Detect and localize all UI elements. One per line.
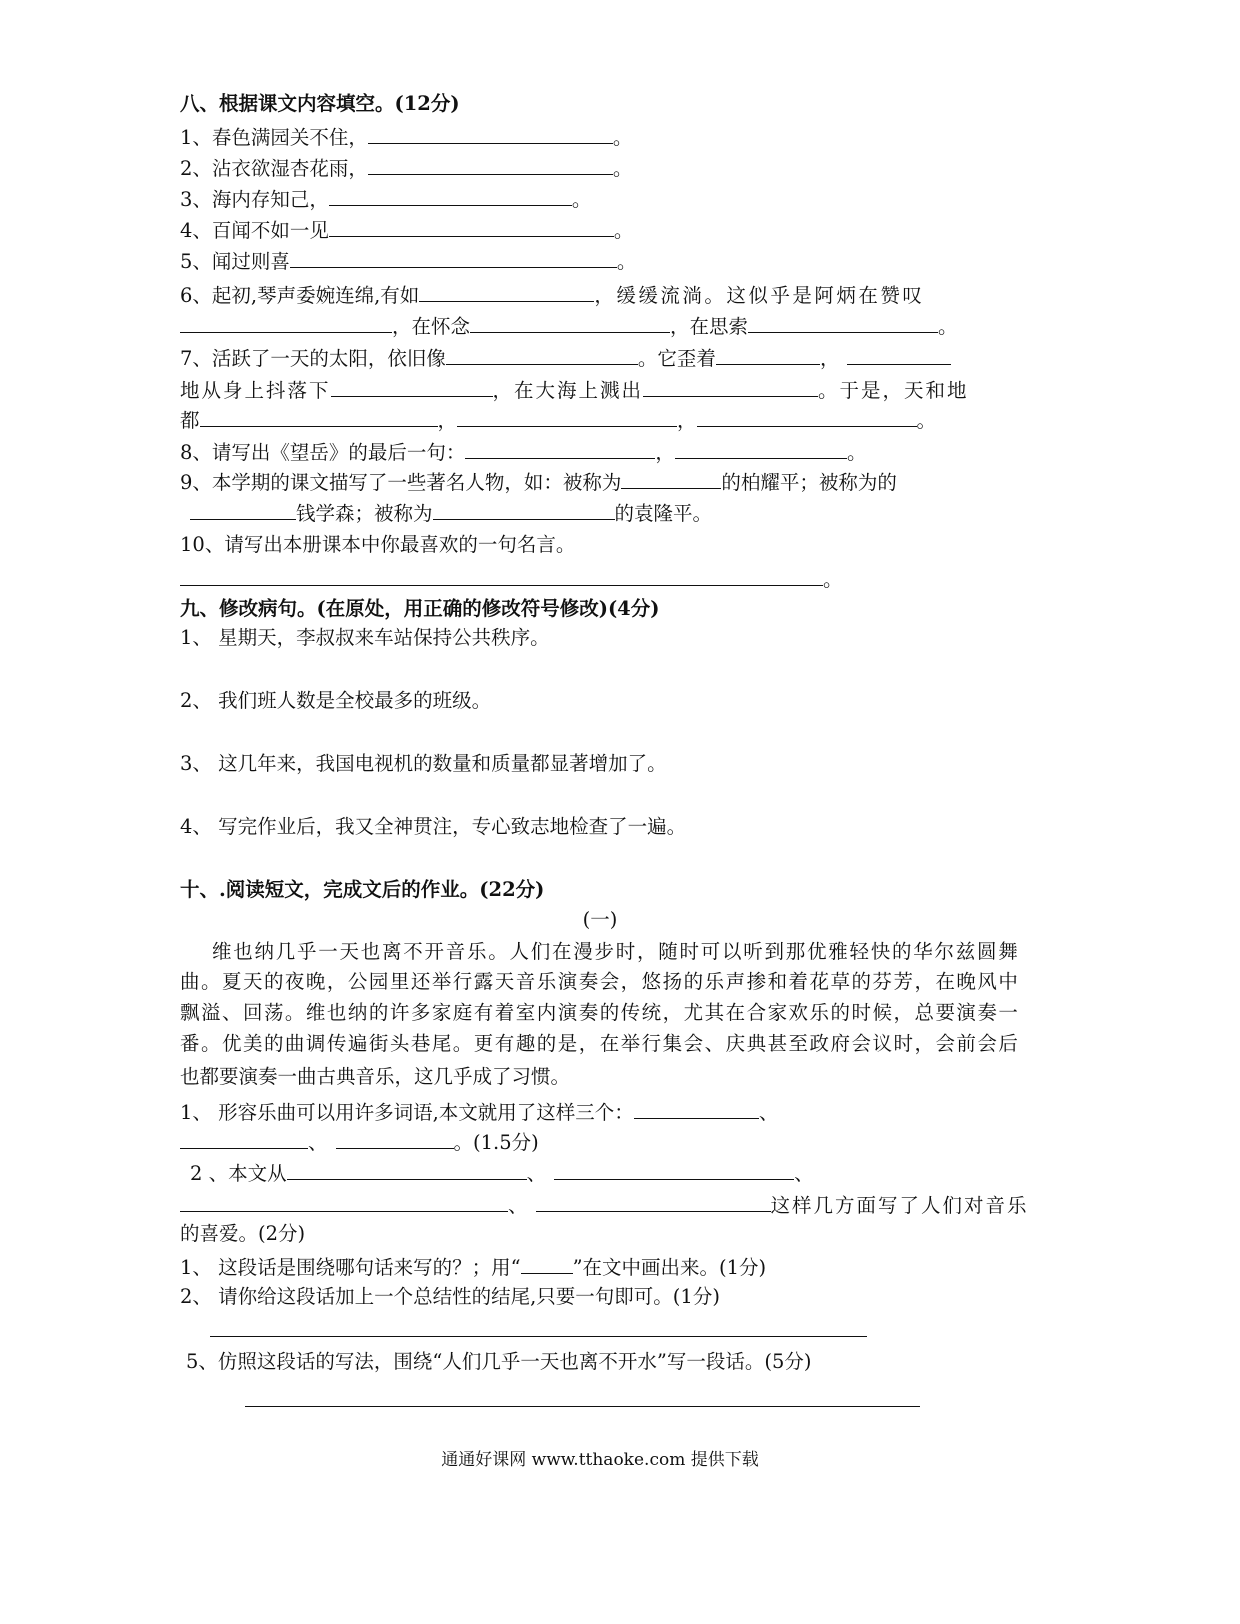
answer-blank[interactable]: [200, 405, 438, 427]
comma-mark: ，: [437, 409, 458, 432]
q8-7-line2: [180, 375, 969, 405]
answer-blank[interactable]: [290, 246, 617, 268]
q10-1-line1: [180, 1097, 778, 1127]
dun-mark: 、: [758, 1101, 779, 1124]
comma-mark: ，: [819, 347, 840, 370]
answer-blank[interactable]: [368, 153, 613, 175]
answer-blank[interactable]: [180, 1127, 308, 1149]
answer-blank[interactable]: [336, 1127, 454, 1149]
answer-blank[interactable]: [536, 1190, 771, 1212]
answer-line[interactable]: [245, 1406, 920, 1407]
q10-3: [180, 1252, 766, 1282]
answer-blank[interactable]: [621, 467, 721, 489]
answer-line[interactable]: [210, 1336, 867, 1337]
q9-1: 1、 星期天，李叔叔来车站保持公共秩序。: [180, 626, 550, 649]
q8-4-text: 4、百闻不如一见: [180, 219, 329, 242]
dun-mark: 、: [508, 1194, 528, 1217]
period-mark: 。: [938, 315, 958, 338]
q10-1-line2: [180, 1127, 539, 1157]
q10-1-text-a: 1、 形容乐曲可以用许多词语,本文就用了这样三个：: [180, 1101, 634, 1124]
q9-4: 4、 写完作业后，我又全神贯注，专心致志地检查了一遍。: [180, 815, 687, 838]
q8-7-text-b: 。它歪着: [637, 347, 716, 370]
answer-blank[interactable]: [433, 498, 615, 520]
q8-7-text-a: 7、活跃了一天的太阳，依旧像: [180, 347, 446, 370]
q8-3: [180, 184, 591, 214]
footer-text: 通通好课网 www.tthaoke.com 提供下载: [441, 1450, 759, 1470]
answer-blank[interactable]: [748, 311, 938, 333]
answer-blank[interactable]: [643, 375, 818, 397]
answer-blank[interactable]: [716, 343, 820, 365]
q8-9-line2: [190, 498, 712, 528]
q8-8: [180, 437, 866, 467]
q8-5: [180, 246, 636, 276]
q8-6-text-c: ，在怀念: [392, 315, 471, 338]
answer-blank[interactable]: [331, 375, 493, 397]
q8-7-text-d: ，在大海上溅出: [492, 379, 644, 402]
q8-9-text-c: 钱学森；被称为: [296, 502, 433, 525]
answer-blank[interactable]: [446, 343, 638, 365]
q8-9-text-a: 9、本学期的课文描写了一些著名人物，如：被称为: [180, 471, 622, 494]
q10-2-text-a: 2 、本文从: [190, 1162, 287, 1185]
period-mark: 。: [612, 126, 633, 149]
passage-part-label: (一): [582, 908, 618, 931]
answer-blank[interactable]: [180, 311, 392, 333]
answer-blank[interactable]: [554, 1158, 794, 1180]
answer-blank[interactable]: [465, 437, 655, 459]
comma-mark: ，: [677, 409, 697, 432]
dun-mark: 、: [526, 1162, 547, 1185]
section-10-heading: 十、.阅读短文，完成文后的作业。(22分): [180, 878, 545, 901]
passage-line: 维 也 纳 几 乎 一 天 也 离 不 开 音 乐 。 人 们 在 漫 步 时 ， 随 时 可 以 听 到 那 优 雅 轻 快 的 华 尔 兹 圆 舞: [212, 940, 1018, 963]
answer-blank[interactable]: [190, 498, 296, 520]
answer-blank[interactable]: [287, 1158, 527, 1180]
answer-blank[interactable]: [419, 280, 594, 302]
period-mark: 。: [846, 441, 867, 464]
q10-2-text-b: 这样几方面写了人们对音乐: [770, 1194, 1029, 1217]
q8-7-text-c: 地从身上抖落下: [180, 379, 331, 402]
answer-blank[interactable]: [368, 122, 613, 144]
q8-7-text-e: 。于是，天和地: [818, 379, 969, 402]
q8-10-answer: [180, 564, 843, 594]
section-8-heading: 八、根据课文内容填空。(12分): [180, 92, 460, 115]
q8-6-line1: [180, 280, 924, 310]
passage-line: 也都要演奏一曲古典音乐，这几乎成了习惯。: [180, 1065, 571, 1088]
period-mark: 。: [571, 188, 592, 211]
q8-2: [180, 153, 632, 183]
q8-1: [180, 122, 632, 152]
q10-3-text-b: ”在文中画出来。(1分): [572, 1256, 767, 1279]
q8-5-text: 5、闻过则喜: [180, 250, 290, 273]
answer-blank[interactable]: [697, 405, 917, 427]
q8-7-line1: [180, 343, 951, 373]
q10-2-line2: [180, 1190, 1029, 1220]
answer-blank[interactable]: [457, 405, 677, 427]
q8-6-line2: [180, 311, 958, 341]
answer-blank[interactable]: [521, 1252, 573, 1274]
q8-6-text-a: 6、起初,琴声委婉连绵,有如: [180, 284, 420, 307]
q8-6-text-b: ，缓缓流淌。这似乎是阿炳在赞叹: [594, 284, 925, 307]
q8-1-text: 1、春色满园关不住，: [180, 126, 368, 149]
q9-3: 3、 这几年来，我国电视机的数量和质量都显著增加了。: [180, 752, 667, 775]
q8-4: [180, 215, 633, 245]
q10-5: 5、仿照这段话的写法，围绕“人们几乎一天也离不开水”写一段话。(5分): [186, 1350, 812, 1373]
answer-blank[interactable]: [329, 215, 614, 237]
passage-line: 曲 。 夏 天 的 夜 晚 ， 公 园 里 还 举 行 露 天 音 乐 演 奏 会 ， 悠 扬 的 乐 声 掺 和 着 花 草 的 芬 芳 ， 在 晚 风 中: [180, 970, 1018, 993]
q10-2-line3: 的喜爱。(2分): [180, 1222, 306, 1245]
period-mark: 。: [616, 250, 637, 273]
q8-9-text-b: 的柏耀平；被称为的: [721, 471, 897, 494]
answer-blank[interactable]: [634, 1097, 759, 1119]
comma-mark: ，: [655, 441, 675, 464]
answer-blank[interactable]: [675, 437, 847, 459]
period-mark: 。: [916, 409, 937, 432]
q8-3-text: 3、海内存知己，: [180, 188, 329, 211]
q8-7-text-f: 都: [180, 409, 200, 432]
period-mark: 。: [612, 157, 633, 180]
period-mark: 。: [613, 219, 634, 242]
answer-blank[interactable]: [180, 1190, 508, 1212]
q9-2: 2、 我们班人数是全校最多的班级。: [180, 689, 492, 712]
q8-9-text-d: 的袁隆平。: [614, 502, 713, 525]
q8-8-text: 8、请写出《望岳》的最后一句：: [180, 441, 466, 464]
period-mark: 。: [823, 568, 843, 591]
q8-7-line3: [180, 405, 936, 435]
section-9-heading: 九、修改病句。(在原处，用正确的修改符号修改)(4分): [180, 597, 660, 620]
dun-mark: 、: [308, 1131, 328, 1154]
q10-3-text-a: 1、 这段话是围绕哪句话来写的？；用“: [180, 1256, 521, 1279]
q10-4: 2、 请你给这段话加上一个总结性的结尾,只要一句即可。(1分): [180, 1285, 720, 1308]
q8-6-text-d: ，在思索: [670, 315, 749, 338]
passage-line: 番 。 优 美 的 曲 调 传 遍 街 头 巷 尾 。 更 有 趣 的 是 ， 在 举 行 集 会 、 庆 典 甚 至 政 府 会 议 时 ， 会 前 会 后: [180, 1032, 1018, 1055]
answer-blank[interactable]: [470, 311, 670, 333]
q10-2-line1: [190, 1158, 814, 1188]
answer-blank[interactable]: [847, 343, 951, 365]
answer-blank[interactable]: [329, 184, 572, 206]
q8-9-line1: [180, 467, 897, 497]
passage-line: 飘 溢 、 回 荡 。 维 也 纳 的 许 多 家 庭 有 着 室 内 演 奏 的 传 统 ， 尤 其 在 合 家 欢 乐 的 时 候 ， 总 要 演 奏 一: [180, 1001, 1018, 1024]
q10-1-text-b: 。(1.5分): [453, 1131, 539, 1154]
dun-mark: 、: [794, 1162, 814, 1185]
q8-2-text: 2、沾衣欲湿杏花雨，: [180, 157, 368, 180]
answer-blank[interactable]: [180, 564, 823, 586]
q8-10: 10、请写出本册课本中你最喜欢的一句名言。: [180, 533, 576, 556]
